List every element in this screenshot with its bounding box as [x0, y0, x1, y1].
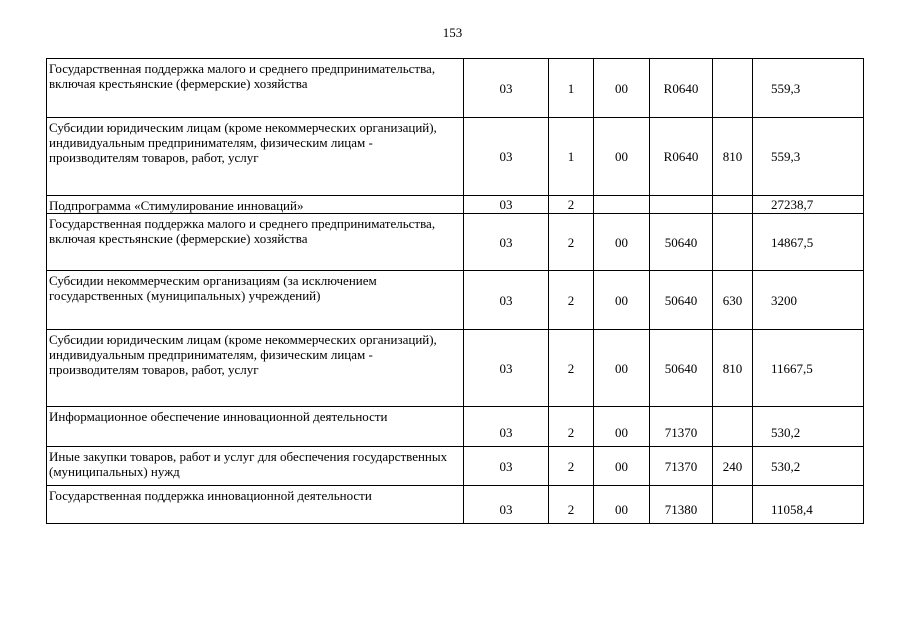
podrazdel-code: 2	[549, 486, 594, 524]
target-code: 50640	[650, 214, 713, 271]
podrazdel-code: 1	[549, 59, 594, 118]
podrazdel-code: 2	[549, 271, 594, 330]
podrazdel-code: 1	[549, 118, 594, 196]
target-code: 71370	[650, 447, 713, 486]
expense-type-code: 810	[713, 330, 753, 407]
main-code: 00	[594, 407, 650, 447]
amount: 559,3	[753, 118, 864, 196]
razdel-code: 03	[464, 330, 549, 407]
expense-type-code	[713, 486, 753, 524]
target-code	[650, 196, 713, 214]
razdel-code: 03	[464, 214, 549, 271]
razdel-code: 03	[464, 59, 549, 118]
main-code: 00	[594, 447, 650, 486]
row-name: Государственная поддержка малого и среднего предпринимательства, включая крестьянские (фермерские) хозяйства	[47, 59, 464, 118]
main-code: 00	[594, 486, 650, 524]
expense-type-code	[713, 407, 753, 447]
main-code: 00	[594, 271, 650, 330]
target-code: R0640	[650, 59, 713, 118]
main-code: 00	[594, 330, 650, 407]
amount: 11667,5	[753, 330, 864, 407]
amount: 14867,5	[753, 214, 864, 271]
podrazdel-code: 2	[549, 196, 594, 214]
table-row	[47, 330, 864, 407]
amount: 530,2	[753, 447, 864, 486]
podrazdel-code: 2	[549, 447, 594, 486]
amount: 11058,4	[753, 486, 864, 524]
amount: 530,2	[753, 407, 864, 447]
table-row	[47, 196, 864, 214]
row-name: Субсидии некоммерческим организациям (за исключением государственных (муниципальных) учреждений)	[47, 271, 464, 330]
target-code: R0640	[650, 118, 713, 196]
table-row	[47, 118, 864, 196]
expense-type-code: 240	[713, 447, 753, 486]
target-code: 50640	[650, 271, 713, 330]
table-row	[47, 486, 864, 524]
row-name: Подпрограмма «Стимулирование инноваций»	[47, 196, 464, 214]
table-row	[47, 214, 864, 271]
target-code: 71380	[650, 486, 713, 524]
table-row	[47, 447, 864, 486]
row-name: Субсидии юридическим лицам (кроме некоммерческих организаций), индивидуальным предпринимателям, физическим лицам - производителям товаров, работ, услуг	[47, 118, 464, 196]
budget-table	[46, 58, 864, 524]
razdel-code: 03	[464, 196, 549, 214]
razdel-code: 03	[464, 271, 549, 330]
expense-type-code: 810	[713, 118, 753, 196]
row-name: Государственная поддержка инновационной деятельности	[47, 486, 464, 524]
expense-type-code	[713, 214, 753, 271]
expense-type-code	[713, 59, 753, 118]
target-code: 50640	[650, 330, 713, 407]
target-code: 71370	[650, 407, 713, 447]
podrazdel-code: 2	[549, 330, 594, 407]
row-name: Информационное обеспечение инновационной деятельности	[47, 407, 464, 447]
table-row	[47, 59, 864, 118]
expense-type-code	[713, 196, 753, 214]
razdel-code: 03	[464, 447, 549, 486]
row-name: Государственная поддержка малого и среднего предпринимательства, включая крестьянские (фермерские) хозяйства	[47, 214, 464, 271]
amount: 27238,7	[753, 196, 864, 214]
row-name: Иные закупки товаров, работ и услуг для обеспечения государственных (муниципальных) нужд	[47, 447, 464, 486]
main-code: 00	[594, 59, 650, 118]
amount: 559,3	[753, 59, 864, 118]
page-number: 153	[442, 25, 463, 40]
main-code: 00	[594, 118, 650, 196]
table-row	[47, 271, 864, 330]
expense-type-code: 630	[713, 271, 753, 330]
row-name: Субсидии юридическим лицам (кроме некоммерческих организаций), индивидуальным предпринимателям, физическим лицам - производителям товаров, работ, услуг	[47, 330, 464, 407]
podrazdel-code: 2	[549, 407, 594, 447]
amount: 3200	[753, 271, 864, 330]
table-row	[47, 407, 864, 447]
razdel-code: 03	[464, 407, 549, 447]
main-code	[594, 196, 650, 214]
podrazdel-code: 2	[549, 214, 594, 271]
main-code: 00	[594, 214, 650, 271]
razdel-code: 03	[464, 118, 549, 196]
razdel-code: 03	[464, 486, 549, 524]
